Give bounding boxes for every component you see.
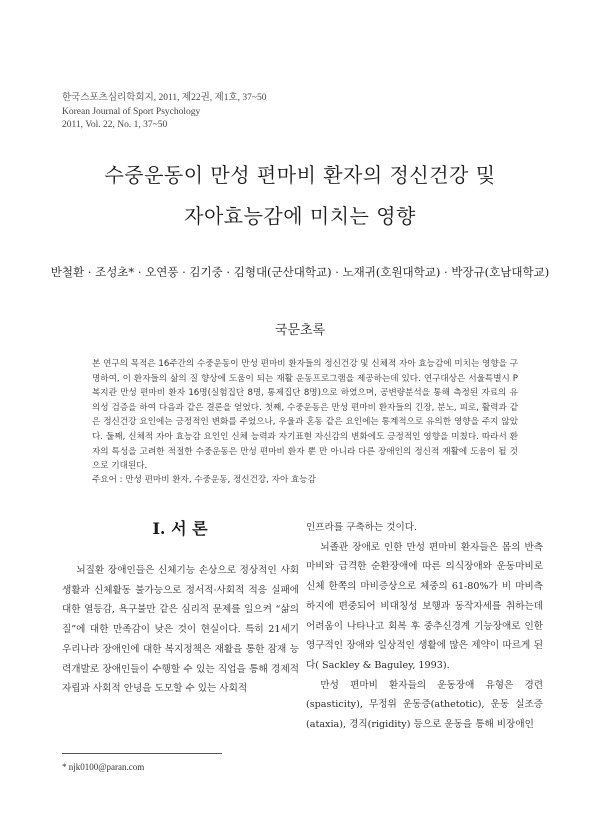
footnote-email: * njk0100@paran.com — [62, 762, 145, 772]
intro-paragraph-1: 뇌질환 장애인들은 신체기능 손상으로 정상적인 사회생활과 신체활동 불가능으로 정서적·사회적 적응 실패에 대한 열등감, 욕구불만 같은 심리적 문제를 일으켜 “삶의 질”에 대한 만족감이 낮은 것이 현실이다. 특히 21세기 우리나라 장애인에 대한 복지정책은 재활을 통한 잠재 능력개발로 장애인들이 수행할 수 있는 직업을 통해 경제적 자립과 사회적 안녕을 도모할 수 있는 사회적 — [62, 565, 299, 695]
abstract-heading: 국문초록 — [274, 323, 326, 338]
paper-title — [0, 155, 600, 237]
abstract-body: 본 연구의 목적은 16주간의 수중운동이 만성 편마비 환자들의 정신건강 및 신체적 자아 효능감에 미치는 영향을 구명하여, 이 환자들의 삶의 질 향상에 도움이 되는 재활 운동프로그램을 제공하는데 있다. 연구대상은 서울특별시 P복지관 만성 편마비 환자 16명(실험집단 8명, 통제집단 8명)으로 하였으며, 공변량분석을 통해 측정된 자료의 유의성 검증을 하여 다음과 같은 결론을 얻었다. 첫째, 수중운동은 만성 편마비 환자들의 긴장, 분노, 피로, 활력과 같은 정신건강 요인에는 긍정적인 변화를 주었으나, 우울과 혼동 같은 요인에는 통계적으로 유의한 영향을 주지 않았다. 둘째, 신체적 자아 효능감 요인인 신체 능력과 자기표현 자신감의 변화에도 긍정적인 영향을 미쳤다. 따라서 환자의 특성을 고려한 적절한 수중운동은 만성 편마비 환자 뿐 만 아니라 다른 장애인의 정신적 재활에 도움이 될 것으로 기대된다. — [92, 359, 518, 472]
body-column-right — [306, 518, 543, 735]
body-column-left — [62, 561, 299, 699]
keywords: 주요어 : 만성 편마비 환자, 수중운동, 정신건강, 자아 효능감 — [92, 475, 316, 485]
journal-name-english: Korean Journal of Sport Psychology — [62, 106, 201, 117]
title-line-2: 자아효능감에 미치는 영향 — [184, 204, 416, 228]
journal-citation-english: 2011, Vol. 22, No. 1, 37~50 — [62, 120, 168, 130]
journal-citation-korean: 한국스포츠심리학회지, 2011, 제22권, 제1호, 37~50 — [62, 93, 267, 103]
intro-paragraph-1-continued: 인프라를 구축하는 것이다. — [306, 522, 418, 533]
journal-header — [62, 92, 267, 133]
author-list: 반철환 · 조성초* · 오연풍 · 김기중 · 김형대(군산대학교) · 노재귀(호원대학교) · 박장규(호남대학교) — [50, 265, 550, 279]
section-heading-introduction: I. 서 론 — [152, 519, 208, 538]
intro-paragraph-3: 만성 편마비 환자들의 운동장애 유형은 경련(spasticity), 무정위 운동증(athetotic), 운동 실조증(ataxia), 경직(rigidity) 등으로 운동을 통해 비장애인 — [306, 679, 543, 731]
intro-paragraph-2: 뇌졸관 장애로 인한 만성 편마비 환자들은 몸의 반측 마비와 급격한 순환장애에 따른 의식장애와 운동마비로 신체 한쪽의 마비증상으로 체중의 61-80%가 비 마비측 하지에 편중되어 비대칭성 보행과 동작자세를 취하는데 어려움이 나타나고 회복 후 중추신경계 기능장애로 인한 영구적인 장애와 일상적인 생활에 많은 제약이 따르게 된다( Sackley & Baguley, 1993). — [306, 541, 543, 671]
footnote-divider — [62, 753, 222, 754]
title-line-1: 수중운동이 만성 편마비 환자의 정신건강 및 — [104, 163, 496, 187]
